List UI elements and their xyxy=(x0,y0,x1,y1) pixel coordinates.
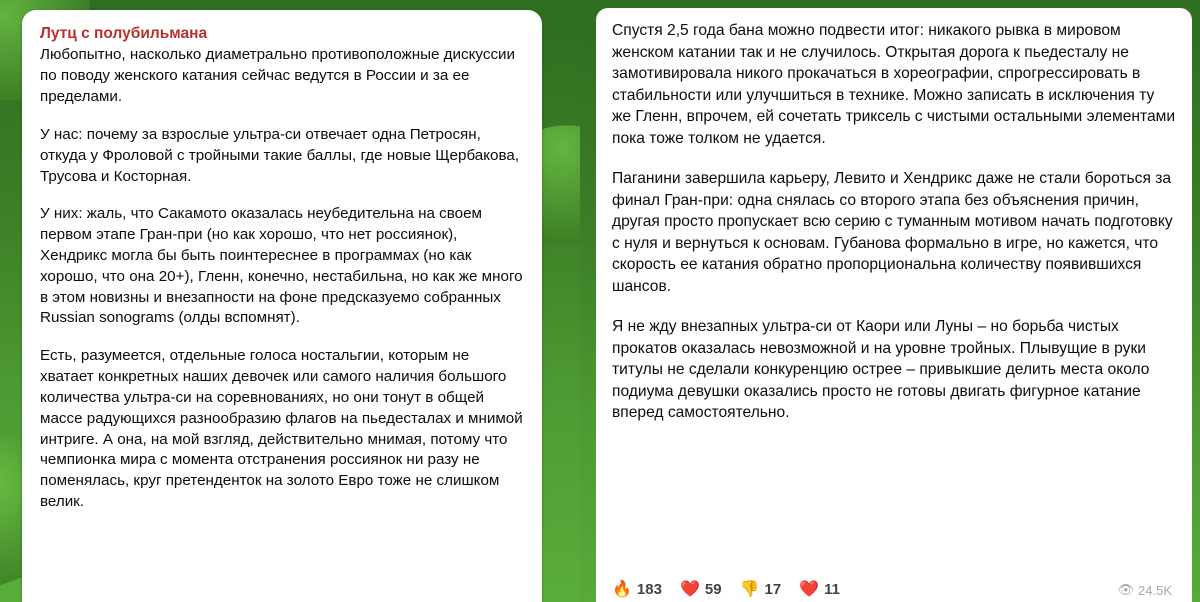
view-count xyxy=(1118,582,1173,598)
paragraph: Любопытно, насколько диаметрально противоположные дискуссии по поводу женского катания сейчас ведутся в России и за ее пределами. xyxy=(40,46,516,106)
reaction-count: 17 xyxy=(764,581,782,598)
right-message-panel xyxy=(580,0,1200,602)
fire-icon: 🔥 xyxy=(612,580,632,598)
paragraph: У нас: почему за взрослые ультра-си отвечает одна Петросян, откуда у Фроловой с тройными такие баллы, где новые Щербакова, Трусова и Косторная. xyxy=(40,125,520,185)
reaction-count: 11 xyxy=(824,581,840,598)
view-count-value: 24.5K xyxy=(1138,582,1172,598)
paragraph: У них: жаль, что Сакамото оказалась неубедительна на своем первом этапе Гран-при (но как хорошо, что нет россиянок), Хендрикс могла бы быть поинтереснее в программах (но как хорошо, что она 20+), Гленн, конечно, нестабильна, но как же много в этом новизны и внезапности на фоне предсказуемо собранных Russian sonograms (олды вспомнят). xyxy=(40,205,523,327)
paragraph: Есть, разумеется, отдельные голоса ностальгии, которым не хватает конкретных наших девочек или самого наличия большого количества ультра-си на соревнованиях, но они тонут в общей массе радующихся разнообразию флагов на пьедесталах и мнимой интриге. А она, на мой взгляд, действительно мнимая, потому что чемпионка мира с момента отстранения россиянок ни разу не поменялась, круг претенденток на золото Евро тоже не слишком велик. xyxy=(40,347,523,511)
paragraph: Я не жду внезапных ультра-си от Каори или Луны – но борьба чистых прокатов оказалась невозможной и на уровне тройных. Плывущие в руки титулы не сделали конкуренцию острее – привыкшие делить места около подиума девушки оказались просто не готовы двигать фигурное катание вперед самостоятельно. xyxy=(612,318,1150,422)
heart-red-reaction[interactable] xyxy=(799,581,840,598)
fire-reaction[interactable] xyxy=(612,581,662,598)
channel-title: Лутц с полубильмана xyxy=(40,25,208,42)
heart-red-icon: ❤️ xyxy=(799,580,820,598)
heart-reaction[interactable] xyxy=(680,581,722,598)
heart-icon: ❤️ xyxy=(679,580,700,598)
right-message-bubble[interactable] xyxy=(596,8,1192,602)
eye-icon: 👁 xyxy=(1117,582,1135,597)
thumbs-down-icon: 👎 xyxy=(739,580,760,598)
paragraph: Спустя 2,5 года бана можно подвести итог: никакого рывка в мировом женском катании так и не случилось. Открытая дорога к пьедесталу не замотивировала никого прокачаться в хореографии, спрогрессировать в стабильности или улучшиться в технике. Можно записать в исключения ту же Гленн, впрочем, ей сочетать триксель с чистыми остальными элементами пока тоже толком не удается. xyxy=(612,22,1176,147)
left-message-bubble[interactable] xyxy=(22,10,542,602)
reaction-count: 59 xyxy=(704,581,722,598)
thumbs-down-reaction[interactable] xyxy=(740,581,782,598)
left-message-panel xyxy=(0,0,580,602)
reactions-bar[interactable] xyxy=(612,581,840,598)
paragraph: Паганини завершила карьеру, Левито и Хендрикс даже не стали бороться за финал Гран-при: одна снялась со второго этапа без объяснения причин, другая просто пропускает всю серию с туманным мотивом начать подготовку с нуля и вернуться к основам. Губанова формально в игре, но кажется, что скорость ее катания обратно пропорциональна количеству появившихся шансов. xyxy=(612,170,1173,295)
reaction-count: 183 xyxy=(636,581,662,598)
